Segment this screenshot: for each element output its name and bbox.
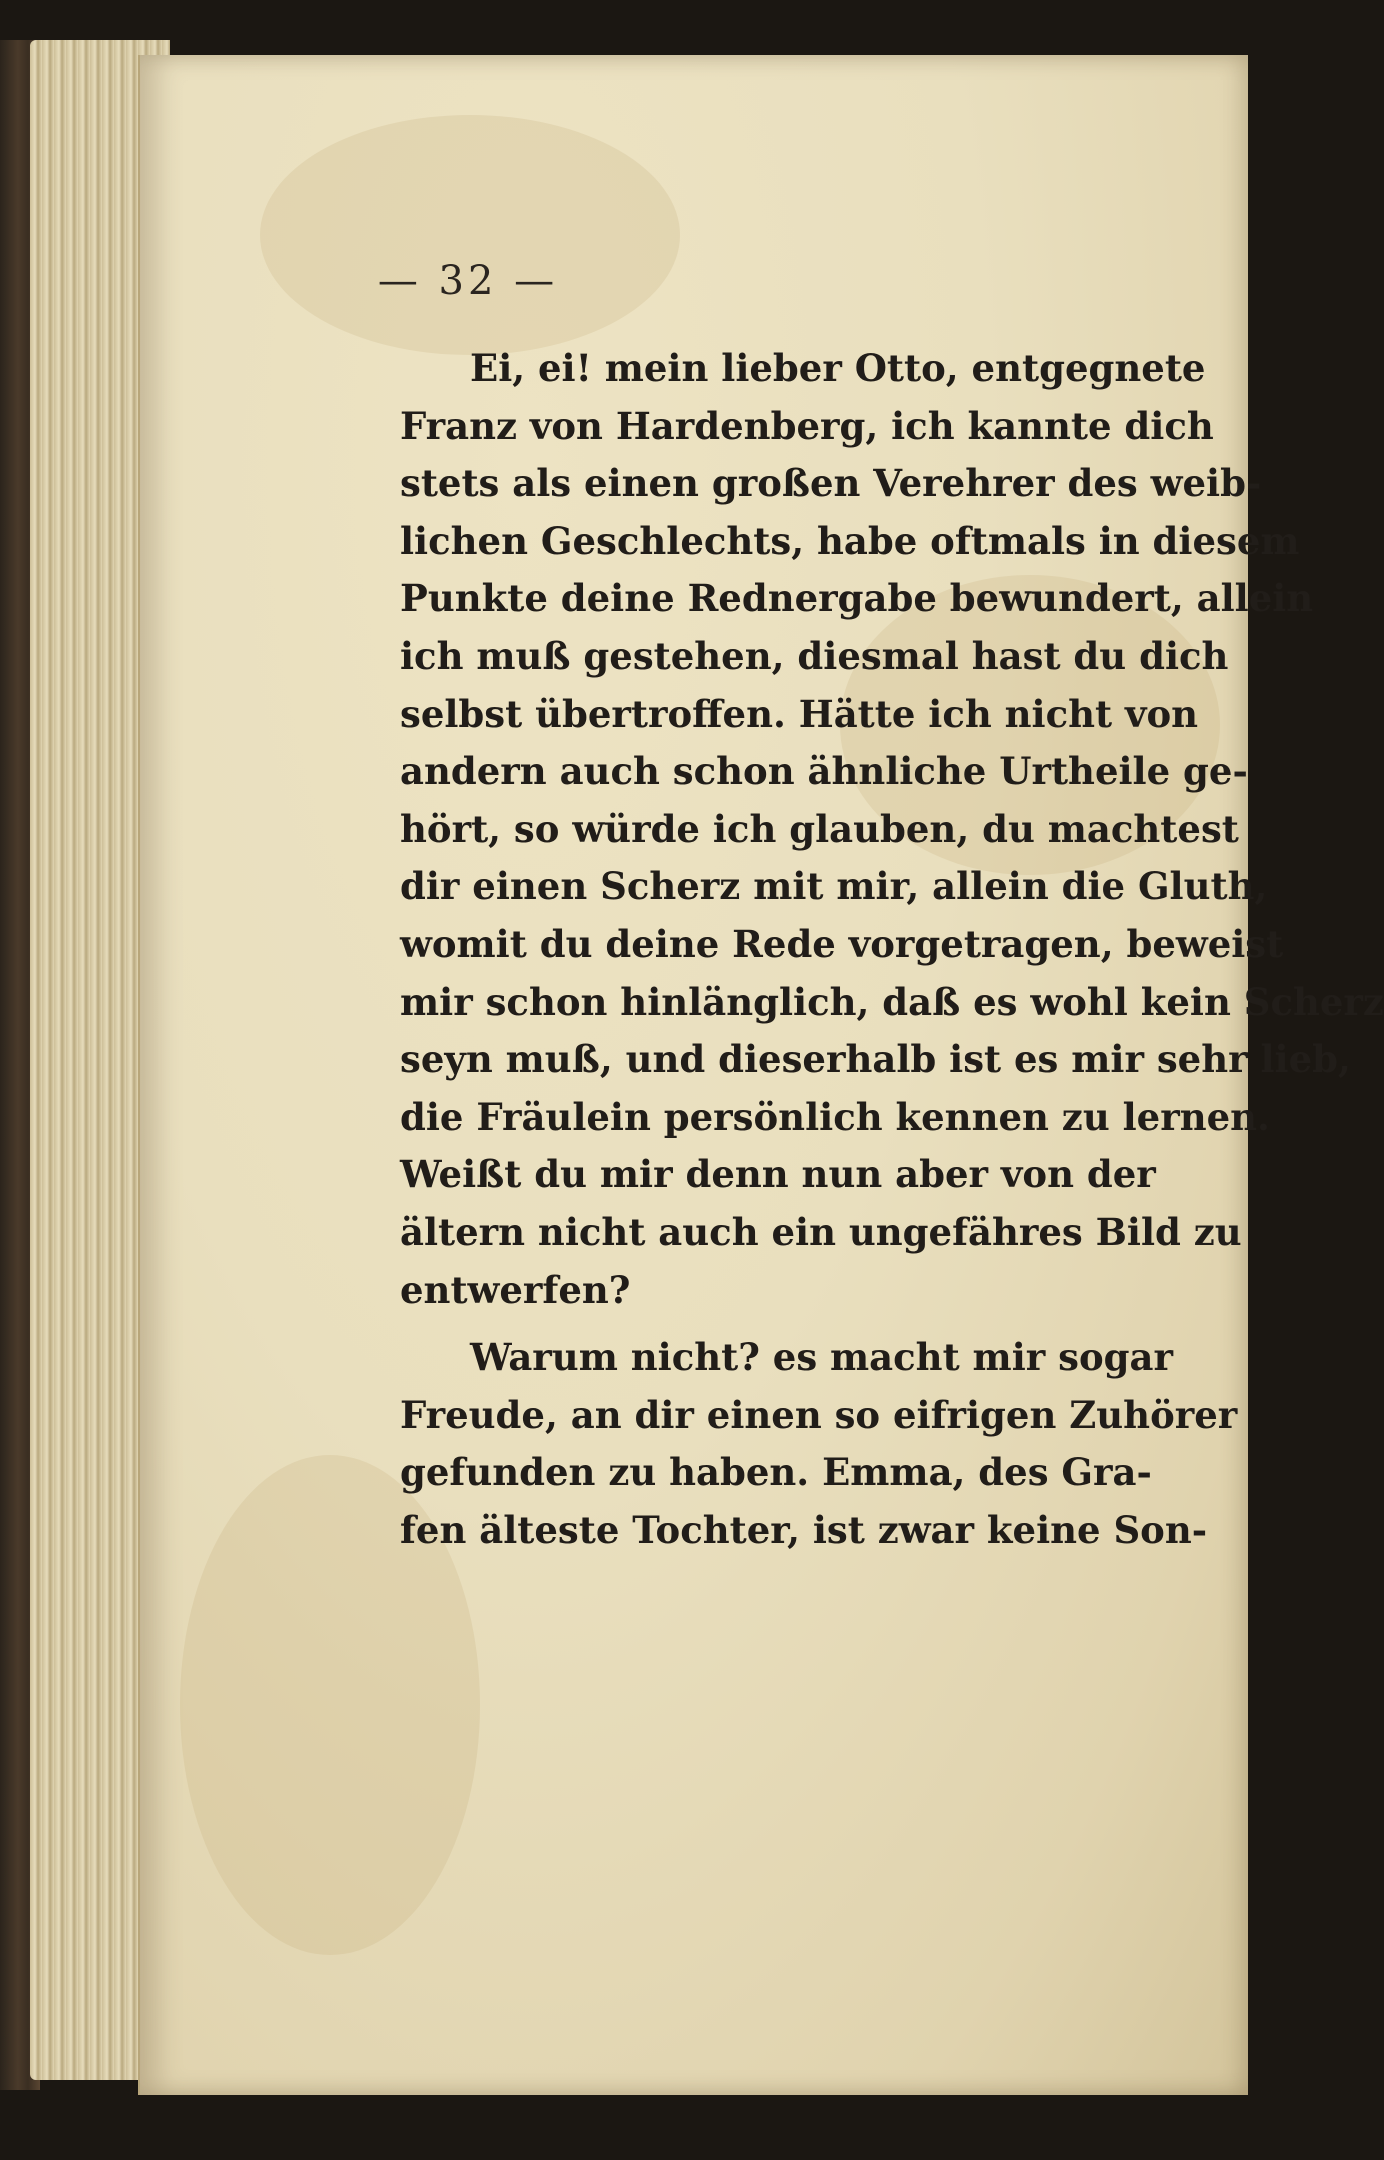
text-line: womit du deine Rede vorgetragen, beweist (400, 921, 1284, 966)
text-line: seyn muß, und dieserhalb ist es mir sehr lieb, (400, 1037, 1351, 1082)
text-line: dir einen Scherz mit mir, allein die Gluth, (400, 864, 1268, 909)
text-line: entwerfen? (400, 1267, 631, 1312)
text-line: stets als einen großen Verehrer des weib- (400, 461, 1262, 506)
page-number: — 32 — (377, 258, 559, 304)
page-text (400, 340, 1384, 1559)
text-line: andern auch schon ähnliche Urtheile ge- (400, 749, 1248, 794)
paragraph-1 (400, 340, 1384, 1319)
text-line: fen älteste Tochter, ist zwar keine Son- (400, 1507, 1208, 1552)
text-line: Franz von Hardenberg, ich kannte dich (400, 403, 1214, 448)
text-line: Punkte deine Rednergabe bewundert, allein (400, 576, 1314, 621)
text-line: Weißt du mir denn nun aber von der (400, 1152, 1156, 1197)
text-line: Ei, ei! mein lieber Otto, entgegnete (470, 346, 1206, 390)
paper-stain (260, 115, 680, 355)
text-line: selbst übertroffen. Hätte ich nicht von (400, 691, 1199, 736)
text-line: ältern nicht auch ein ungefähres Bild zu (400, 1209, 1242, 1254)
text-line: Freude, an dir einen so eifrigen Zuhörer (400, 1392, 1238, 1437)
text-line: Warum nicht? es macht mir sogar (470, 1335, 1173, 1380)
text-line: gefunden zu haben. Emma, des Gra- (400, 1450, 1152, 1495)
text-line: lichen Geschlechts, habe oftmals in diesem (400, 518, 1300, 563)
text-line: mir schon hinlänglich, daß es wohl kein Scherz (400, 979, 1384, 1024)
text-line: ich muß gestehen, diesmal hast du dich (400, 633, 1229, 678)
text-line: hört, so würde ich glauben, du machtest (400, 806, 1239, 851)
text-line: die Fräulein persönlich kennen zu lernen. (400, 1094, 1270, 1139)
paragraph-gap (400, 1319, 1120, 1329)
paragraph-2 (400, 1329, 1238, 1559)
